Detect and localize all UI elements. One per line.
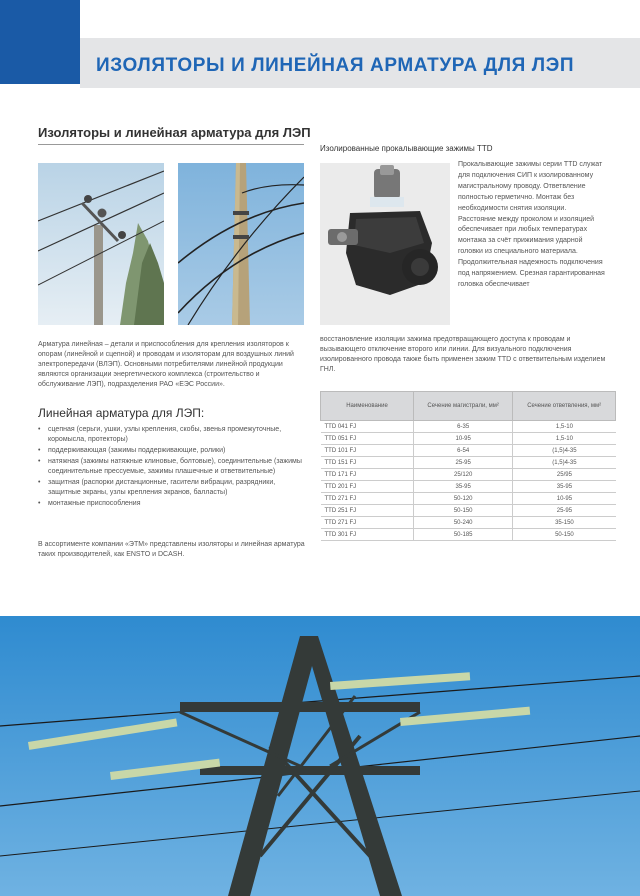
table-cell: TTD 201 FJ <box>321 481 414 493</box>
table-cell: 1,5-10 <box>513 433 616 445</box>
table-cell: (1,5)4-35 <box>513 445 616 457</box>
table-cell: TTD 151 FJ <box>321 457 414 469</box>
table-cell: TTD 041 FJ <box>321 421 414 433</box>
table-row <box>321 529 616 541</box>
table-cell: 25/95 <box>513 469 616 481</box>
table-cell: TTD 271 FJ <box>321 517 414 529</box>
list-item: • поддерживающая (зажимы поддерживающие, ролики) <box>38 446 306 456</box>
photo-ttd-clamp <box>320 163 450 325</box>
table-row <box>321 481 616 493</box>
table-row <box>321 469 616 481</box>
page-title: ИЗОЛЯТОРЫ И ЛИНЕЙНАЯ АРМАТУРА ДЛЯ ЛЭП <box>96 55 575 76</box>
list-item: • сцепная (серьги, ушки, узлы крепления, скобы, звенья промежуточные, коромысла, протекторы) <box>38 425 306 445</box>
table-row <box>321 433 616 445</box>
table-cell: 10-95 <box>414 433 513 445</box>
table-row <box>321 493 616 505</box>
photo-transmission-tower <box>0 616 640 896</box>
table-cell: 50-240 <box>414 517 513 529</box>
footer-paragraph: В ассортименте компании «ЭТМ» представлены изоляторы и линейная арматура таких производителей, как ENSTO и DCASH. <box>38 541 305 558</box>
table-cell: (1,5)4-35 <box>513 457 616 469</box>
table-cell: 6-35 <box>414 421 513 433</box>
table-cell: 25/120 <box>414 469 513 481</box>
table-cell: 6-54 <box>414 445 513 457</box>
table-cell: TTD 051 FJ <box>321 433 414 445</box>
section-title: Изоляторы и линейная арматура для ЛЭП <box>38 125 311 140</box>
table-row <box>321 517 616 529</box>
clamp-description: Прокалывающие зажимы серии TTD служат для подключения СИП к изолированному магистральному проводу. Ответвление полностью герметично. Монтаж без необходимости снятия изоляции. Расстояние между проколом и изоляцией обеспечивает при любых температурах монтажа за счёт прижимания ударной головки из специального материала. Продолжительная надежность подключения под напряжением. Срезная гарантированная головка обеспечивает <box>458 161 605 288</box>
list-item: • натяжная (зажимы натяжные клиновые, болтовые), соединительные (зажимы соединительные прессуемые, зажимы плашечные и ответвительные) <box>38 457 306 477</box>
list-item: • защитная (распорки дистанционные, гасители вибрации, разрядники, защитные экраны, узлы крепления экранов, балласты) <box>38 478 306 498</box>
table-header-cell: Сечение ответвления, мм² <box>513 392 616 421</box>
clamp-section-title: Изолированные прокалывающие зажимы TTD <box>320 144 493 153</box>
table-row <box>321 457 616 469</box>
table-cell: TTD 301 FJ <box>321 529 414 541</box>
table-cell: 1,5-10 <box>513 421 616 433</box>
table-row <box>321 421 616 433</box>
intro-paragraph: Арматура линейная – детали и приспособления для крепления изоляторов к опорам (линейной и сцепной) и проводам и изоляторам для воздушных линий электропередачи (ВЛЭП). Основными потребителями линейной продукции являются организации энергетического комплекса (строительство и обслуживание ЛЭП), подразделения РАО «ЕЭС России». <box>38 341 294 388</box>
table-header-cell: Сечение магистрали, мм² <box>414 392 513 421</box>
clamp-spec-table <box>320 391 616 541</box>
table-cell: TTD 271 FJ <box>321 493 414 505</box>
fittings-list <box>38 425 306 510</box>
header-accent-block <box>0 0 80 84</box>
clamp-description-continued: восстановление изоляции зажима предотвращающего доступа к проводам и вызывающего отключение второго или линии. Для визуального подключения изолированного провода также быть применен зажим TTD с ответвительным изделием ГНЛ. <box>320 336 606 373</box>
photo-wooden-pole <box>178 163 304 325</box>
table-cell: TTD 251 FJ <box>321 505 414 517</box>
table-cell: 10-95 <box>513 493 616 505</box>
table-cell: 35-95 <box>513 481 616 493</box>
section-divider <box>38 144 304 145</box>
table-cell: TTD 101 FJ <box>321 445 414 457</box>
table-header-cell: Наименование <box>321 392 414 421</box>
table-cell: 35-150 <box>513 517 616 529</box>
table-row <box>321 505 616 517</box>
table-cell: 50-150 <box>414 505 513 517</box>
table-cell: 35-95 <box>414 481 513 493</box>
table-cell: 25-95 <box>414 457 513 469</box>
table-cell: 50-150 <box>513 529 616 541</box>
table-cell: 50-120 <box>414 493 513 505</box>
table-cell: TTD 171 FJ <box>321 469 414 481</box>
table-row <box>321 445 616 457</box>
table-cell: 50-185 <box>414 529 513 541</box>
table-header-row <box>321 392 616 421</box>
photo-pole-insulators <box>38 163 164 325</box>
list-item: • монтажные приспособления <box>38 499 306 509</box>
table-cell: 25-95 <box>513 505 616 517</box>
list-title: Линейная арматура для ЛЭП: <box>38 406 205 420</box>
